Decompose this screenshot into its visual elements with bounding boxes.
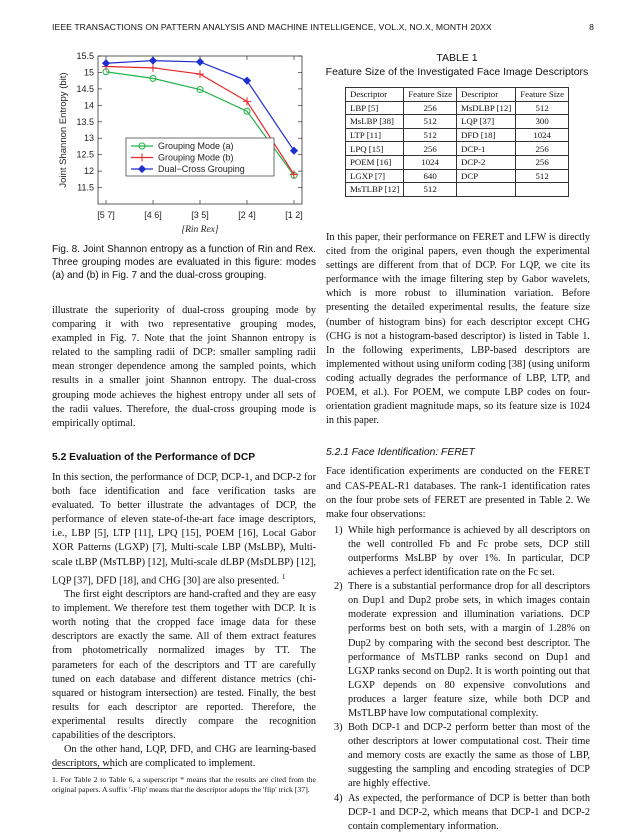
table-cell: 512 [516,169,569,183]
subsection-title: 5.2.1 Face Identification: FERET [326,447,475,459]
footnote-divider [52,768,112,769]
observation-number: 4) [334,792,343,804]
observation-item [326,721,590,791]
table-cell: DFD [18] [457,128,516,142]
observation-text: Both DCP-1 and DCP-2 perform better than most of the other descriptors at lower computational cost. Their time and memory costs are exactly the same as those of LBP, suggesting the sampling and encoding strategies of DCP are highly effective. [348,722,590,790]
table-block [322,52,592,197]
footnote-marker: 1 [281,572,286,581]
table-header: Feature Size [404,88,457,102]
page-number: 8 [589,22,594,32]
table-cell [516,183,569,197]
table-cell: MsTLBP [12] [345,183,403,197]
intro-paragraph: illustrate the superiority of dual-cross grouping mode by comparing it with two representative grouping modes, exampled in Fig. 7. Note that the joint Shannon entropy is related to the sampling radii of DCP: smaller sampling radii mean stronger dependence among the sampled points, which results in a smaller joint Shannon entropy. The dual-cross grouping mode achieves the highest entropy under all sets of the radii values. Therefore, the dual-cross grouping mode is empirically optimal. [52,305,316,429]
running-header [52,22,594,32]
table-cell: POEM [16] [345,155,403,169]
observation-list [326,524,590,834]
table-caption: Feature Size of the Investigated Face Image Descriptors [325,66,589,78]
y-tick-label: 13.5 [76,116,94,127]
footnote-text: 1. For Table 2 to Table 6, a superscript * means that the results are cited from the original papers. A suffix '-Flip' means that the descriptor adopts the 'flip' trick [37]. [52,775,316,794]
table-cell: 1024 [516,128,569,142]
table-header: Feature Size [516,88,569,102]
data-point [150,57,157,64]
observation-text: While high performance is achieved by all descriptors on the well controlled Fb and Fc probe sets, DCP still outperforms MsLBP by over 1%. In particular, DCP achieves a perfect identification rate on the Fc set. [348,524,590,579]
data-point [197,58,204,65]
x-tick-label: [2 4] [238,210,256,220]
journal-title: IEEE TRANSACTIONS ON PATTERN ANALYSIS AND MACHINE INTELLIGENCE, VOL.X, NO.X, MONTH 20XX [52,22,492,32]
x-tick-label: [1 2] [285,210,303,220]
table-cell: LBP [5] [345,101,403,115]
observation-number: 2) [334,581,343,593]
observation-item [326,524,590,580]
legend-label: Grouping Mode (b) [158,152,234,163]
data-point [291,147,298,154]
observation-item [326,792,590,834]
table-header: Descriptor [457,88,516,102]
table-cell: 512 [404,115,457,129]
table-cell: DCP-1 [457,142,516,156]
observation-text: There is a substantial performance drop for all descriptors on Dup1 and Dup2 probe sets, in which images contain moderate expression and illumination variations. DCP performs best on both sets, with a margin of 1.28% on Dup2 by comparing with the second best descriptor. The performance of MsTLBP ranks second on Dup1 and LGXP ranks second on Dup2. It is worth pointing out that LGXP depends on 80 expensive convolutions and produces a larger feature size, while both DCP and MsTLBP have low computational complexity. [348,581,590,719]
table-cell: 256 [404,142,457,156]
section-paragraph-3: On the other hand, LQP, DFD, and CHG are learning-based descriptors, which are complicated to implement. [52,744,316,770]
section-paragraph-1-text: In this section, the performance of DCP, DCP-1, and DCP-2 for both face identification and face verification tasks are evaluated. To better illustrate the advantages of DCP, the performance of eleven state-of-the-art face image descriptors, i.e., LBP [5], LTP [11], LPQ [15], POEM [16], Local Gabor XOR Patterns (LGXP) [7], Multi-scale LBP (MsLBP), Multi-scale tLBP (MsTLBP) [12], Multi-scale dLBP (MsDLBP) [12], LQP [37], DFD [18], and CHG [30] are also presented. [52,471,316,587]
right-column [326,231,590,834]
left-column [52,304,316,771]
table-cell: LQP [37] [457,115,516,129]
table-cell: MsDLBP [12] [457,101,516,115]
y-tick-label: 12.5 [76,149,94,160]
observation-number: 3) [334,722,343,734]
data-point [244,77,251,84]
table-cell: LPQ [15] [345,142,403,156]
y-tick-label: 15.5 [76,51,94,61]
y-tick-label: 12 [83,166,94,177]
table-cell: LGXP [7] [345,169,403,183]
y-tick-label: 14 [83,100,94,111]
table-cell: 512 [404,183,457,197]
legend-label: Grouping Mode (a) [158,141,234,151]
table-cell: LTP [11] [345,128,403,142]
table-number: TABLE 1 [436,52,478,64]
table-row [345,101,568,115]
table-cell: 256 [516,142,569,156]
table-header: Descriptor [345,88,403,102]
table-cell: MsLBP [38] [345,115,403,129]
y-tick-label: 15 [83,67,94,78]
y-tick-label: 14.5 [76,83,94,94]
x-axis-label: [Rin Rex] [181,225,219,235]
table-row [345,128,568,142]
observation-text: As expected, the performance of DCP is better than both DCP-1 and DCP-2, which means that DCP-1 and DCP-2 contain complementary information. [348,792,590,832]
table-row [345,115,568,129]
y-tick-label: 11.5 [77,182,94,193]
table-cell: 512 [516,101,569,115]
x-tick-label: [4 6] [144,210,162,220]
legend-label: Dual−Cross Grouping [158,164,245,174]
right-paragraph-2: Face identification experiments are conducted on the FERET and CAS-PEAL-R1 databases. The rank-1 identification rates on the four probe sets of FERET are presented in Table 2. We make four observations: [326,466,590,520]
figure-caption [52,243,316,283]
x-tick-label: [3 5] [191,210,209,220]
section-paragraph-1 [52,471,316,588]
table-row [345,142,568,156]
table-cell [457,183,516,197]
table-row [345,169,568,183]
entropy-line-chart [52,48,318,238]
table-cell: 640 [404,169,457,183]
feature-size-table [345,87,569,197]
section-paragraph-2: The first eight descriptors are hand-crafted and they are easy to implement. We therefore test them together with DCP. It is worth noting that the cropped face image data for these descriptors are exactly the same. All of them extract features from photometrically normalized images by TT. The parameters for each of the descriptors and TT are carefully tuned on each database and different distance metrics (chi-squared or histogram intersection) are tested. Finally, the best results for each descriptor are reported. Therefore, the experimental results directly compare the recognition capabilities of the descriptors. [52,589,316,742]
data-point [243,97,251,105]
table-row [345,183,568,197]
table-cell: 256 [516,155,569,169]
right-paragraph-1: In this paper, their performance on FERET and LFW is directly cited from the original papers, even though the experimental settings are different from that of DCP. For LQP, we cite its performance with the image filtering step by Gabor wavelets, which is more robust to illumination variation. Before presenting the detailed experimental results, the feature size (number of histogram bins) for each descriptor except CHG (CHG is not a histogram-based descriptor) is listed in Table 1. In the following experiments, LBP-based descriptors are implemented without using uniform coding [38] (using uniform coding actually degrades the performance of LBP, LTP, and POEM, et al.). For POEM, we compute LBP codes on four-orientation gradient magnitude maps, so its feature size is 1024 in this paper. [326,232,590,427]
x-tick-label: [5 7] [97,210,115,220]
table-cell: 512 [404,128,457,142]
table-header-row [345,88,568,102]
table-cell: 300 [516,115,569,129]
figure-caption-text: Fig. 8. Joint Shannon entropy as a function of Rin and Rex. Three grouping modes are evaluated in this figure: modes (a) and (b) in Fig. 7 and the dual-cross grouping. [52,244,316,282]
table-cell: 1024 [404,155,457,169]
plot-frame [98,56,302,204]
data-point [196,70,204,78]
footnote [52,775,316,795]
y-tick-label: 13 [83,133,94,144]
table-cell: DCP [457,169,516,183]
observation-item [326,580,590,721]
section-title: 5.2 Evaluation of the Performance of DCP [52,451,256,463]
y-axis-label: Joint Shannon Entropy (bit) [58,72,69,188]
observation-number: 1) [334,524,343,536]
table-cell: DCP-2 [457,155,516,169]
data-point [103,60,110,67]
data-point [149,64,157,72]
table-cell: 256 [404,101,457,115]
table-row [345,155,568,169]
